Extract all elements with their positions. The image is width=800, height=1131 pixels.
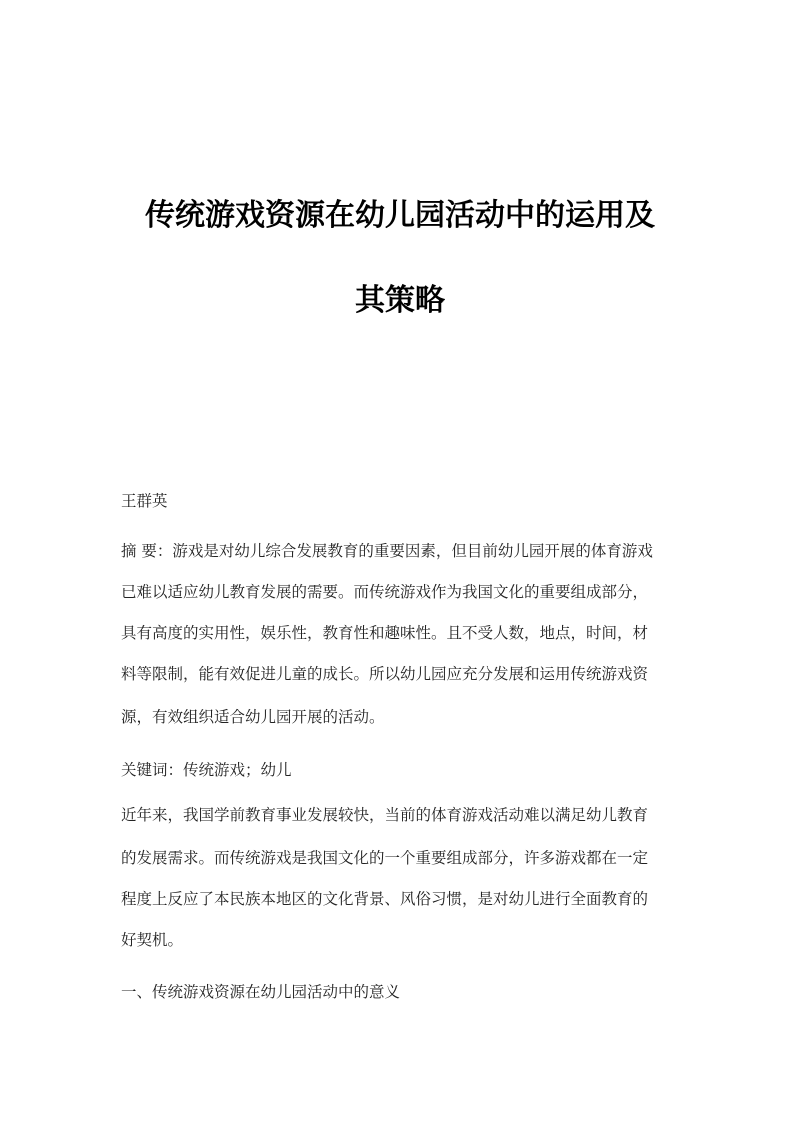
abstract-line: 源，有效组织适合幼儿园开展的活动。 <box>121 708 385 726</box>
intro-paragraph-line: 近年来，我国学前教育事业发展较快，当前的体育游戏活动难以满足幼儿教育 <box>121 806 649 824</box>
section-heading: 一、传统游戏资源在幼儿园活动中的意义 <box>121 983 401 1001</box>
intro-paragraph-line: 的发展需求。而传统游戏是我国文化的一个重要组成部分，许多游戏都在一定 <box>121 849 649 867</box>
abstract-line: 料等限制，能有效促进儿童的成长。所以幼儿园应充分发展和运用传统游戏资 <box>121 665 649 683</box>
intro-paragraph-line: 好契机。 <box>121 931 184 949</box>
document-title-line-2: 其策略 <box>355 283 445 318</box>
keywords-line: 关键词：传统游戏；幼儿 <box>121 761 292 779</box>
abstract-line: 已难以适应幼儿教育发展的需要。而传统游戏作为我国文化的重要组成部分， <box>121 583 649 601</box>
intro-paragraph-line: 程度上反应了本民族本地区的文化背景、风俗习惯，是对幼儿进行全面教育的 <box>121 890 649 908</box>
abstract-line: 摘 要：游戏是对幼儿综合发展教育的重要因素，但目前幼儿园开展的体育游戏 <box>121 542 653 560</box>
document-title-line-1: 传统游戏资源在幼儿园活动中的运用及 <box>145 198 655 233</box>
abstract-line: 具有高度的实用性，娱乐性，教育性和趣味性。且不受人数，地点，时间，材 <box>121 624 649 642</box>
author-name: 王群英 <box>121 492 168 510</box>
